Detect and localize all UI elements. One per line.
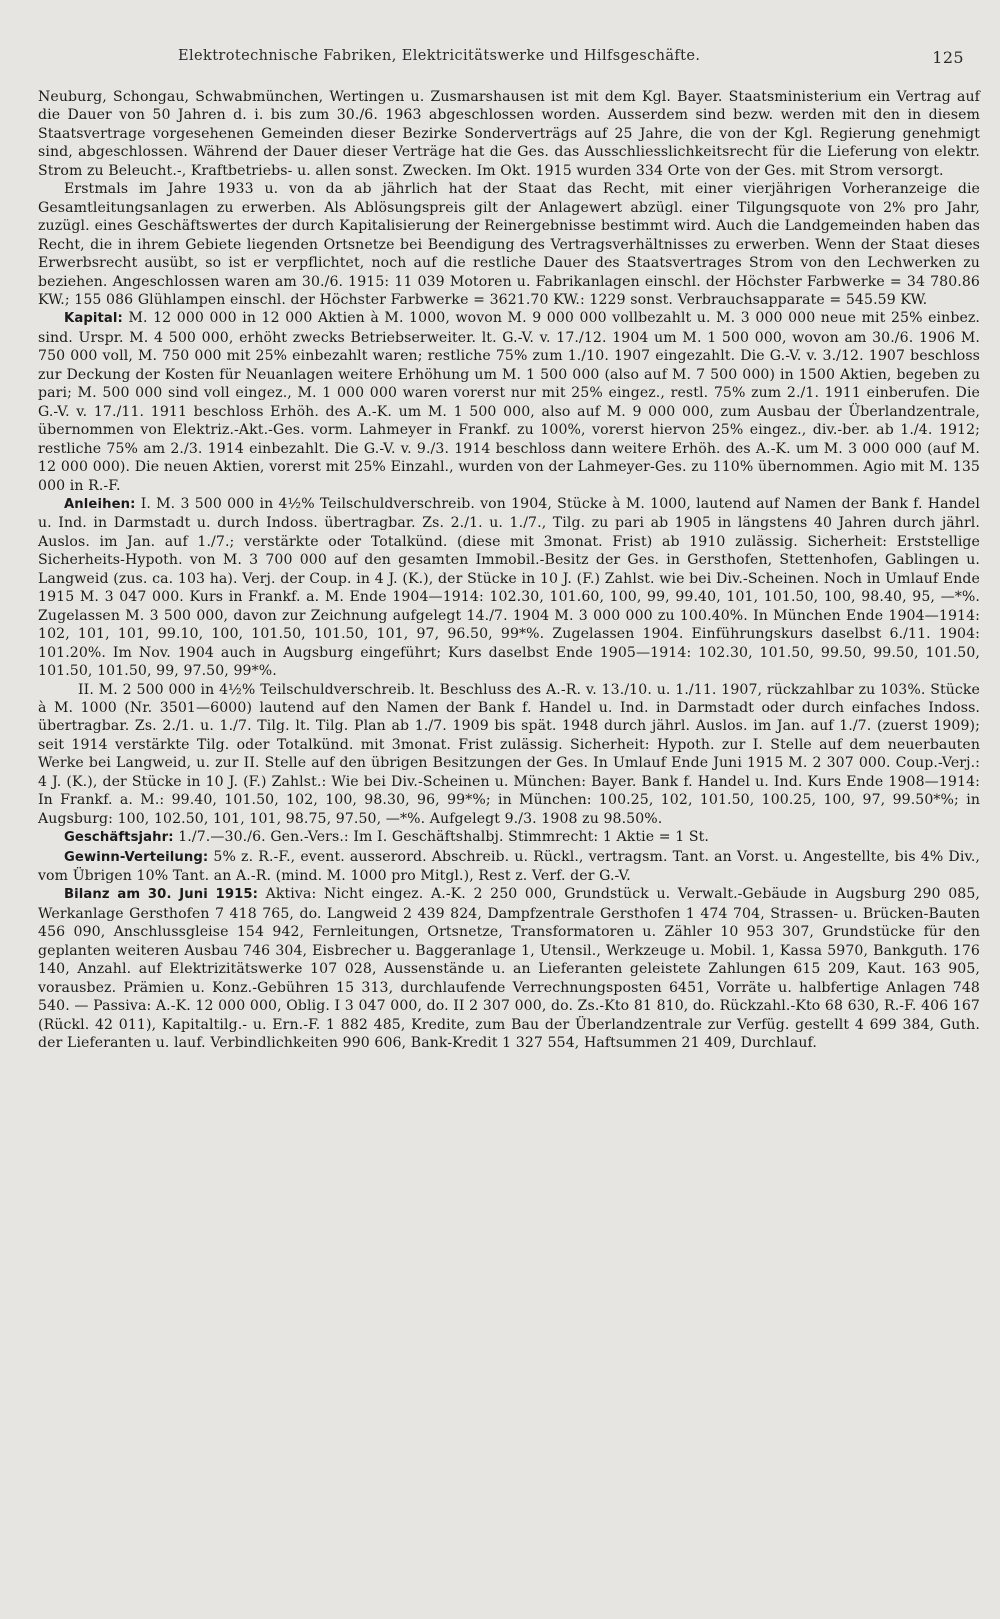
paragraph-state-purchase-right: Erstmals im Jahre 1933 u. von da ab jährlich hat der Staat das Recht, mit einer vierjährigen Vorheranzeige die Gesamtleitungsanlagen zu erwerben. Als Ablösungspreis gilt der Anlagewert abzügl. einer Tilgungsquote von 2% pro Jahr, zuzügl. eines Geschäftswertes der durch Kapitalisierung der Reinergebnisse bestimmt wird. Auch die Landgemeinden haben das Recht, die in ihrem Gebiete liegenden Ortsnetze bei Beendigung des Vertragsverhältnisses zu erwerben. Wenn der Staat dieses Erwerbsrecht ausübt, so ist er verpflichtet, noch auf die restliche Dauer des Staatsvertrages Strom von den Lechwerken zu beziehen. Angeschlossen waren am 30./6. 1915: 11 039 Motoren u. Fabrikanlagen einschl. der Höchster Farbwerke = 34 780.86 KW.; 155 086 Glühlampen einschl. der Höchster Farbwerke = 3621.70 KW.: 1229 sonst. Verbrauchsapparate = 545.59 KW. [38,181,980,308]
paragraph-kapital: Kapital: M. 12 000 000 in 12 000 Aktien à M. 1000, wovon M. 9 000 000 vollbezahlt u. M. 3 000 000 neue mit 25% einbez. sind. Urspr. M. 4 500 000, erhöht zwecks Betriebserweiter. lt. G.-V. v. 17./12. 1904 um M. 1 500 000, wovon am 30./6. 1906 M. 750 000 voll, M. 750 000 mit 25% einbezahlt waren; restliche 75% zum 1./10. 1907 eingezahlt. Die G.-V. v. 3./12. 1907 beschloss zur Deckung der Kosten für Neuanlagen weitere Erhöhung um M. 1 500 000 (also auf M. 7 500 000) in 1500 Aktien, begeben zu pari; M. 500 000 sind voll eingez., M. 1 000 000 waren vorerst nur mit 25% eingez., restl. 75% zum 2./1. 1911 einberufen. Die G.-V. v. 17./11. 1911 beschloss Erhöh. des A.-K. um M. 1 500 000, also auf M. 9 000 000, zum Ausbau der Überlandzentrale, übernommen von Elektriz.-Akt.-Ges. vorm. Lahmeyer in Frankf. zu 100%, vorerst hiervon 25% eingez., div.-ber. ab 1./4. 1912; restliche 75% am 2./3. 1914 einbezahlt. Die G.-V. v. 9./3. 1914 beschloss dann weitere Erhöh. des A.-K. um M. 3 000 000 (auf M. 12 000 000). Die neuen Aktien, vorerst mit 25% Einzahl., wurden von der Lahmeyer-Ges. zu 110% übernommen. Agio mit M. 135 000 in R.-F. [38,310,980,494]
body-text [38,88,980,1053]
paragraph-geschaeftsjahr: Geschäftsjahr: 1./7.—30./6. Gen.-Vers.: Im I. Geschäftshalbj. Stimmrecht: 1 Aktie = 1 St. [64,829,710,846]
running-head [38,48,980,78]
paragraph-concession-cont: Neuburg, Schongau, Schwabmünchen, Wertingen u. Zusmarshausen ist mit dem Kgl. Bayer. Staatsministerium ein Vertrag auf die Dauer von 50 Jahren d. i. bis zum 30./6. 1963 abgeschlossen worden. Ausserdem sind bezw. werden mit den in diesem Staatsvertrage vorgesehenen Gemeinden dieser Bezirke Sonderverträgs auf 25 Jahre, die von der Kgl. Regierung genehmigt sind, abgeschlossen. Während der Dauer dieser Verträge hat die Ges. das Ausschliesslichkeitsrecht für die Lieferung von elektr. Strom zu Beleucht.-, Kraftbetriebs- u. allen sonst. Zwecken. Im Okt. 1915 wurden 334 Orte von der Ges. mit Strom versorgt. [38,89,980,179]
paragraph-bilanz: Bilanz am 30. Juni 1915: Aktiva: Nicht eingez. A.-K. 2 250 000, Grundstück u. Verwalt.-Gebäude in Augsburg 290 085, Werkanlage Gersthofen 7 418 765, do. Langweid 2 439 824, Dampfzentrale Gersthofen 1 474 704, Strassen- u. Brücken-Bauten 456 090, Anschlussgleise 154 942, Fernleitungen, Ortsnetze, Transformatoren u. Zähler 10 953 307, Grundstücke für den geplanten weiteren Ausbau 746 304, Eisbrecher u. Baggeranlage 1, Utensil., Werkzeuge u. Mobil. 1, Kassa 5970, Bankguth. 176 140, Anzahl. auf Elektrizitätswerke 107 028, Aussenstände u. an Lieferanten geleistete Zahlungen 615 209, Kaut. 163 905, vorausbez. Prämien u. Konz.-Gebühren 15 313, durchlaufende Verrechnungsposten 6451, Vorräte u. halbfertige Anlagen 748 540. — Passiva: A.-K. 12 000 000, Oblig. I 3 047 000, do. II 2 307 000, do. Zs.-Kto 81 810, do. Rückzahl.-Kto 68 630, R.-F. 406 167 (Rückl. 42 011), Kapitaltilg.- u. Ern.-F. 1 882 485, Kredite, zum Bau der Überlandzentrale zur Verfüg. gestellt 4 699 384, Guth. der Lieferanten u. lauf. Verbindlichkeiten 990 606, Bank-Kredit 1 327 554, Haftsummen 21 409, Durchlauf. [38,886,980,1052]
section-label-geschaeftsjahr: Geschäftsjahr: [64,830,174,846]
running-head-title: Elektrotechnische Fabriken, Elektricitätswerke und Hilfsgeschäfte. [178,48,701,64]
section-label-kapital: Kapital: [64,311,123,327]
section-label-gewinn-verteilung: Gewinn-Verteilung: [64,849,209,865]
page-number: 125 [932,48,964,67]
paragraph-anleihen-2: II. M. 2 500 000 in 4½% Teilschuldverschreib. lt. Beschluss des A.-R. v. 13./10. u. 1./11. 1907, rückzahlbar zu 103%. Stücke à M. 1000 (Nr. 3501—6000) lautend auf den Namen der Bank f. Handel u. Ind. in Darmstadt oder durch einfaches Indoss. übertragbar. Zs. 2./1. u. 1./7. Tilg. lt. Tilg. Plan ab 1./7. 1909 bis spät. 1948 durch jährl. Auslos. im Jan. auf 1./7. (zuerst 1909); seit 1914 verstärkte Tilg. oder Totalkünd. mit 3monat. Frist zulässig. Sicherheit: Hypoth. zur I. Stelle auf dem neuerbauten Werke bei Langweid, u. zur II. Stelle auf den übrigen Besitzungen der Ges. In Umlauf Ende Juni 1915 M. 2 307 000. Coup.-Verj.: 4 J. (K.), der Stücke in 10 J. (F.) Zahlst.: Wie bei Div.-Scheinen u. München: Bayer. Bank f. Handel u. Ind. Kurs Ende 1908—1914: In Frankf. a. M.: 99.40, 101.50, 102, 100, 98.30, 96, 99*%; in München: 100.25, 102, 101.50, 100.25, 100, 97, 99.50*%; in Augsburg: 100, 102.50, 101, 101, 98.75, 97.50, —*%. Aufgelegt 9./3. 1908 zu 98.50%. [38,681,980,827]
section-label-bilanz: Bilanz am 30. Juni 1915: [64,887,259,903]
paragraph-gewinn-verteilung: Gewinn-Verteilung: 5% z. R.-F., event. ausserord. Abschreib. u. Rückl., vertragsm. Tant. an Vorst. u. Angestellte, bis 4% Div., vom Übrigen 10% Tant. an A.-R. (mind. M. 1000 pro Mitgl.), Rest z. Verf. der G.-V. [38,848,980,885]
section-label-anleihen: Anleihen: [64,496,136,512]
paragraph-anleihen-1: Anleihen: I. M. 3 500 000 in 4½% Teilschuldverschreib. von 1904, Stücke à M. 1000, lautend auf Namen der Bank f. Handel u. Ind. in Darmstadt u. durch Indoss. übertragbar. Zs. 2./1. u. 1./7., Tilg. zu pari ab 1905 in längstens 40 Jahren durch jährl. Auslos. im Jan. auf 1./7.; verstärkte oder Totalkünd. (diese mit 3monat. Frist) ab 1910 zulässig. Sicherheit: Erststellige Sicherheits-Hypoth. von M. 3 700 000 auf den gesamten Immobil.-Besitz der Ges. in Gersthofen, Stettenhofen, Gablingen u. Langweid (zus. ca. 103 ha). Verj. der Coup. in 4 J. (K.), der Stücke in 10 J. (F.) Zahlst. wie bei Div.-Scheinen. Noch in Umlauf Ende 1915 M. 3 047 000. Kurs in Frankf. a. M. Ende 1904—1914: 102.30, 101.60, 100, 99, 99.40, 101, 101.50, 100, 98.40, 95, —*%. Zugelassen M. 3 500 000, davon zur Zeichnung aufgelegt 14./7. 1904 M. 3 000 000 zu 100.40%. In München Ende 1904—1914: 102, 101, 101, 99.10, 100, 101.50, 101.50, 101, 97, 96.50, 99*%. Zugelassen 1904. Einführungskurs daselbst 6./11. 1904: 101.20%. Im Nov. 1904 auch in Augsburg eingeführt; Kurs daselbst Ende 1905—1914: 102.30, 101.50, 99.50, 99.50, 101.50, 101.50, 101.50, 99, 97.50, 99*%. [38,495,980,680]
